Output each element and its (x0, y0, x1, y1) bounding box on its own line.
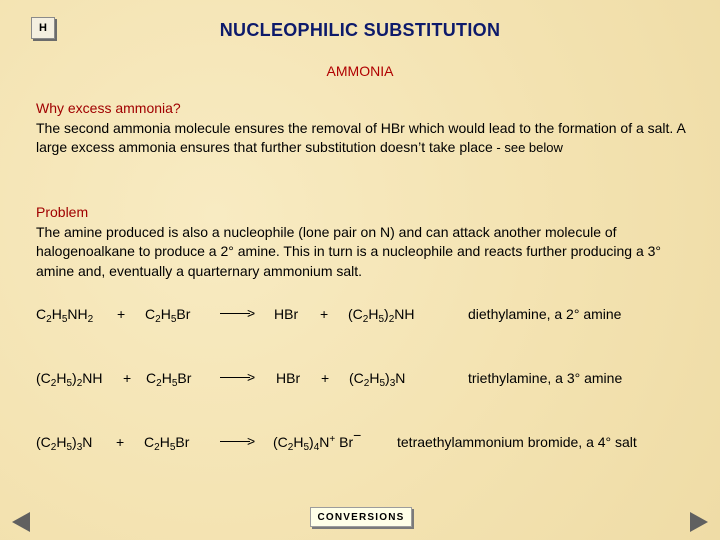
why-heading: Why excess ammonia? (36, 100, 181, 116)
reactant-diethylamine: $(C_2H_5)_2NH$ (36, 370, 103, 389)
home-button[interactable]: H (31, 17, 55, 39)
product-triethylamine: $(C_2H_5)_3N$ (349, 370, 406, 389)
problem-section (36, 203, 686, 281)
plus-sign: + (116, 434, 125, 450)
reaction-description: triethylamine, a 3° amine (468, 370, 623, 386)
problem-heading: Problem (36, 204, 89, 220)
product-tetraethylammonium-bromide: $(C_2H_5)_4N^+$ Br− (273, 427, 362, 453)
plus-sign: + (117, 306, 126, 322)
reactant-bromoethane: $C_2H_5Br$ (144, 434, 190, 453)
reactant-bromoethane: $C_2H_5Br$ (146, 370, 192, 389)
reactant-triethylamine: $(C_2H_5)_3N$ (36, 434, 93, 453)
conversions-button[interactable]: CONVERSIONS (310, 507, 412, 527)
product-hbr: HBr (276, 370, 301, 386)
page-subtitle: AMMONIA (326, 63, 394, 79)
see-below-text: - see below (492, 140, 563, 155)
plus-sign: + (123, 370, 132, 386)
page-title: NUCLEOPHILIC SUBSTITUTION (219, 20, 501, 40)
plus-sign: + (321, 370, 330, 386)
why-excess-ammonia-section (36, 99, 686, 158)
reactant-bromoethane: $C_2H_5Br$ (145, 306, 191, 325)
reaction-description: tetraethylammonium bromide, a 4° salt (397, 434, 637, 450)
problem-text: The amine produced is also a nucleophile (lone pair on N) and can attack another molecule of halogenoalkane to produce a 2° amine. This in turn is a nucleophile and reacts further producing a 3° amine and, eventually a quarternary ammonium salt. (36, 223, 662, 279)
why-text: The second ammonia molecule ensures the removal of HBr which would lead to the formation of a salt. A large excess ammonia ensures that further substitution doesn’t take place (36, 119, 686, 155)
product-diethylamine: $(C_2H_5)_2NH$ (348, 306, 415, 325)
product-hbr: HBr (274, 306, 299, 322)
reaction-description: diethylamine, a 2° amine (468, 306, 622, 322)
reactant-ethylamine: $C_2H_5NH_2$ (36, 306, 94, 325)
triangle-right-icon[interactable] (690, 512, 708, 532)
slide: H NUCLEOPHILIC SUBSTITUTION AMMONIA Why excess ammonia? The second ammonia molecule ensures the removal of HBr which would lead to the formation of a salt. A large excess ammonia ensures that further substitution doesn’t take place - see below Problem The amine produced is also a nucleophile (lone pair on N) and can attack another molecule of halogenoalkane to produce a 2° amine. This in turn is a nucleophile and reacts further producing a 3° amine and, eventually a quarternary ammonium salt. $C_2H_5NH_2$ + $C_2H_5Br$ > HBr + $(C_2H_5)_2NH$ diethylamine, a 2° amine $(C_2H_5)_2NH$ + $C_2H_5Br$ > HBr + $(C_2H_5)_3N$ triethylamine, a 3° amine $(C_2H_5)_3N$ + $C_2H_5Br$ > $(C_2H_5)_4N^+$ Br− tetraethylammonium bromide, a 4° salt CONVERSIONS (0, 0, 720, 540)
plus-sign: + (320, 306, 329, 322)
triangle-left-icon[interactable] (12, 512, 30, 532)
